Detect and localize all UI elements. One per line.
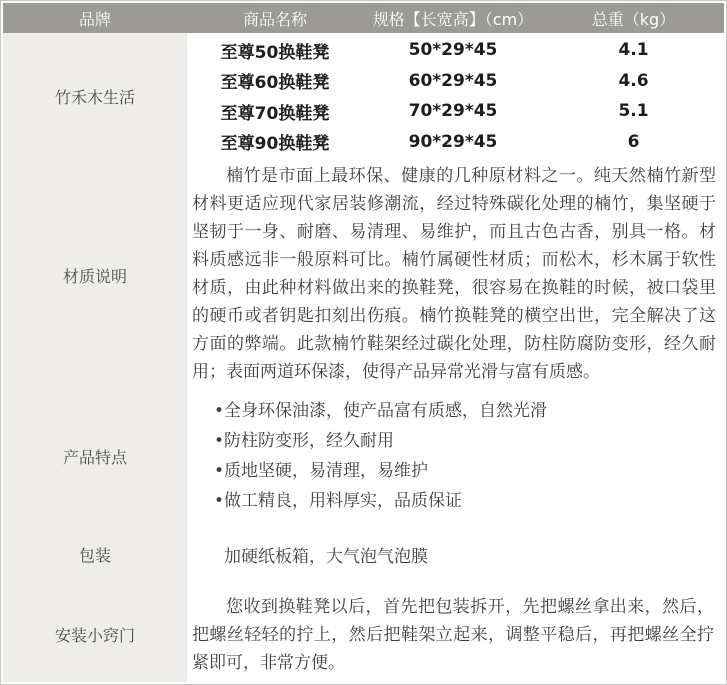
install-content: [187, 587, 724, 682]
product-spec: 60*29*45: [408, 70, 498, 91]
install-label: 安装小窍门: [3, 587, 187, 682]
product-spec: 90*29*45: [408, 131, 498, 152]
feature-text: 全身环保油漆，使产品富有质感，自然光滑: [224, 401, 548, 421]
bullet-icon: •: [214, 401, 225, 421]
material-content: [187, 159, 724, 391]
product-weight: 4.1: [618, 40, 649, 61]
header-col-weight: 总重（kg）: [591, 9, 676, 29]
brand-content: [187, 33, 724, 159]
table-header-row: [3, 3, 724, 33]
feature-text: 质地坚硬，易清理，易维护: [224, 461, 429, 481]
product-spec: 50*29*45: [408, 40, 498, 61]
table-row: [187, 129, 724, 154]
bullet-icon: •: [214, 461, 225, 481]
table-row: [187, 99, 724, 124]
header-col-brand: 品牌: [78, 9, 111, 29]
product-list: [187, 33, 724, 159]
install-paragraph: 您收到换鞋凳以后，首先把包装拆开，先把螺丝拿出来，然后，把螺丝轻轻的拧上，然后把鞋架立起来，调整平稳后，再把螺丝全拧紧即可，非常方便。: [192, 596, 714, 673]
section-install: [3, 587, 724, 682]
features-content: [187, 391, 724, 521]
section-material: [3, 159, 724, 391]
list-item: [214, 486, 724, 516]
table-body: [3, 3, 724, 682]
bullet-icon: •: [214, 431, 225, 451]
product-weight: 5.1: [618, 101, 649, 122]
brand-label: 竹禾木生活: [3, 33, 187, 159]
list-item: [214, 426, 724, 456]
list-item: [214, 396, 724, 426]
list-item: [214, 456, 724, 486]
material-label: 材质说明: [3, 159, 187, 391]
product-name: 至尊70换鞋凳: [220, 103, 330, 124]
product-weight: 4.6: [618, 70, 649, 91]
packaging-content: [187, 521, 724, 587]
section-brand: [3, 33, 724, 159]
packaging-text: 加硬纸板箱，大气泡气泡膜: [224, 546, 428, 567]
header-col-spec: 规格【长宽高】（cm）: [372, 9, 534, 29]
features-list: [187, 391, 724, 521]
header-col-name: 商品名称: [242, 9, 307, 29]
bullet-icon: •: [214, 491, 225, 511]
table-row: [187, 68, 724, 93]
product-name: 至尊90换鞋凳: [220, 134, 330, 155]
feature-text: 防柱防变形，经久耐用: [224, 431, 395, 451]
table-row: [187, 38, 724, 63]
product-spec: 70*29*45: [408, 101, 498, 122]
section-packaging: [3, 521, 724, 587]
section-features: [3, 391, 724, 521]
feature-text: 做工精良，用料厚实，品质保证: [224, 491, 463, 511]
product-name: 至尊50换鞋凳: [220, 42, 330, 63]
product-weight: 6: [627, 131, 640, 152]
product-name: 至尊60换鞋凳: [220, 73, 330, 94]
packaging-label: 包装: [3, 521, 187, 587]
material-paragraph: 楠竹是市面上最环保、健康的几种原材料之一。纯天然楠竹新型材料更适应现代家居装修潮流，经过特殊碳化处理的楠竹，集坚硬于坚韧于一身、耐磨、易清理、易维护，而且古色古香，别具一格。材料质感远非一般原料可比。楠竹属硬性材质；而松木，杉木属于软性材质，由此种材料做出来的换鞋凳，很容易在换鞋的时候，被口袋里的硬币或者钥匙扣刻出伤痕。楠竹换鞋凳的横空出世，完全解决了这方面的弊端。此款楠竹鞋架经过碳化处理，防柱防腐防变形，经久耐用；表面两道环保漆，使得产品异常光滑与富有质感。: [192, 166, 716, 382]
features-label: 产品特点: [3, 391, 187, 521]
